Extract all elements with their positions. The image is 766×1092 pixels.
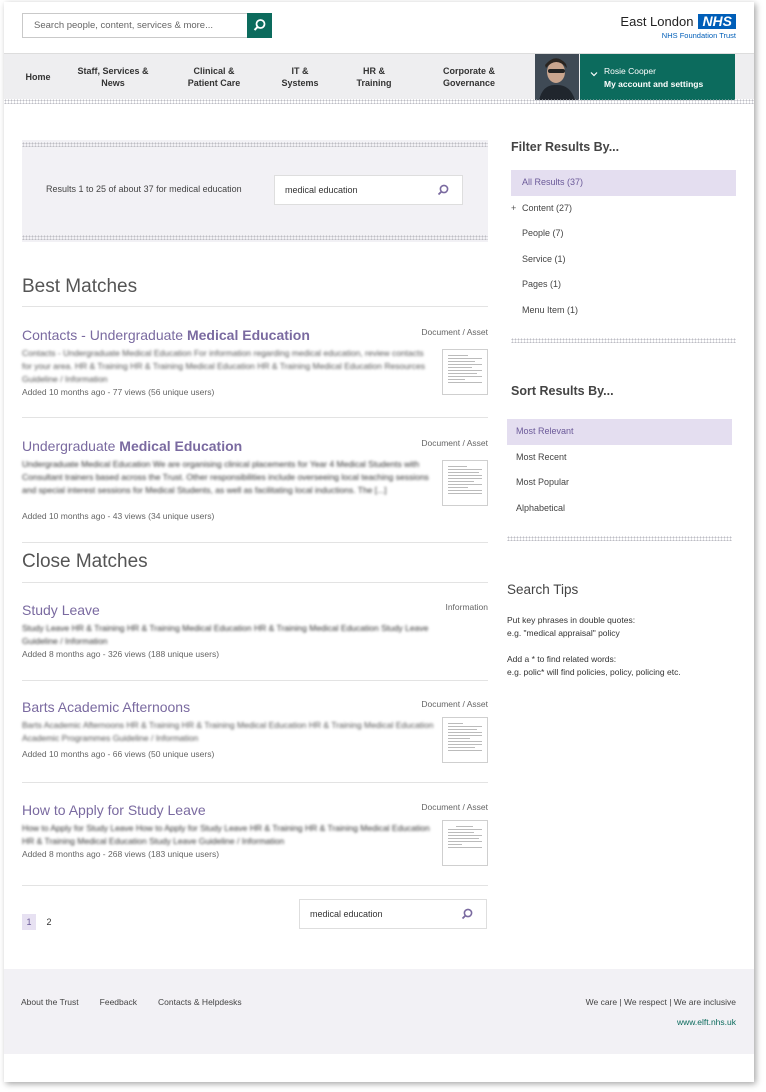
result-type: Document / Asset — [421, 327, 488, 337]
user-avatar[interactable] — [535, 54, 579, 100]
search-icon — [247, 13, 272, 38]
divider — [22, 680, 488, 681]
filter-heading: Filter Results By... — [511, 140, 620, 154]
tip-line: Put key phrases in double quotes: — [507, 615, 636, 625]
page-link[interactable]: 2 — [46, 917, 52, 927]
main-nav — [4, 53, 754, 99]
search-result — [22, 699, 488, 759]
filter-label: Content (27) — [522, 202, 573, 213]
result-meta: Added 10 months ago - 43 views (34 unique users) — [22, 511, 215, 521]
filter-item-content[interactable] — [511, 196, 736, 222]
trust-values: We care | We respect | We are inclusive — [585, 997, 736, 1007]
results-search — [274, 175, 463, 205]
nav-home[interactable] — [18, 54, 58, 100]
bottom-search — [299, 899, 487, 929]
nhs-badge: NHS — [698, 14, 736, 29]
filter-item-all[interactable]: All Results (37) — [511, 170, 736, 196]
result-snippet: Undergraduate Medical Education We are organising clinical placements for Year 4 Medical Students with Consultant trainers based across the Trust. Other responsibilities include overseeing local teaching sessions and special interest sessions for Medical Students, as well as facilitating local inductions. The [...] — [22, 459, 429, 495]
divider — [511, 338, 736, 343]
nav-label-line: IT & — [291, 66, 309, 76]
nav-label-line: Corporate & — [442, 66, 495, 76]
divider — [507, 536, 732, 541]
divider — [22, 542, 488, 543]
document-thumbnail[interactable] — [442, 717, 488, 763]
tip-line: e.g. polic* will find policies, policy, policing etc. — [507, 667, 681, 677]
nav-hr-training[interactable] — [340, 54, 408, 100]
nav-it-systems[interactable] — [268, 54, 332, 100]
close-matches-heading: Close Matches — [22, 551, 148, 572]
nav-label-line: News — [101, 78, 125, 88]
divider — [22, 782, 488, 783]
document-thumbnail[interactable] — [442, 349, 488, 395]
nav-home-label: Home — [25, 72, 51, 82]
global-search-input[interactable] — [23, 14, 245, 37]
results-search-input[interactable] — [275, 176, 435, 204]
result-title-link[interactable] — [22, 327, 488, 343]
nav-clinical-patient-care[interactable] — [174, 54, 254, 100]
result-title-link[interactable]: How to Apply for Study Leave — [22, 802, 206, 818]
sort-heading: Sort Results By... — [511, 384, 614, 398]
sort-alphabetical[interactable]: Alphabetical — [516, 502, 566, 513]
bottom-search-input[interactable] — [300, 900, 460, 928]
result-meta: Added 8 months ago - 326 views (188 unique users) — [22, 649, 220, 659]
account-menu[interactable] — [580, 54, 735, 100]
best-matches-heading: Best Matches — [22, 276, 138, 297]
elft-logo[interactable] — [620, 14, 736, 40]
pagination — [22, 914, 56, 930]
filter-item-menu[interactable]: Menu Item (1) — [522, 304, 579, 315]
result-snippet: Study Leave HR & Training HR & Training Medical Education HR & Training Medical Education Study Leave Guideline / Information — [22, 623, 429, 646]
result-snippet: Contacts - Undergraduate Medical Education For information regarding medical education, review contacts for your area. HR & Training HR & Training Medical Education HR & Training Medical Education Resources Guideline / Information — [22, 348, 425, 384]
avatar-image — [535, 54, 579, 100]
nav-label-line: Governance — [442, 78, 496, 88]
footer-link-contacts[interactable]: Contacts & Helpdesks — [158, 997, 242, 1007]
nav-label-line: Systems — [281, 78, 319, 88]
search-result — [22, 802, 488, 859]
document-thumbnail[interactable] — [442, 460, 488, 506]
page-current[interactable]: 1 — [22, 914, 36, 930]
result-meta: Added 10 months ago - 66 views (50 unique users) — [22, 749, 215, 759]
search-icon[interactable] — [436, 183, 450, 197]
result-title-link[interactable]: Study Leave — [22, 602, 100, 618]
nav-label-line: Patient Care — [187, 78, 241, 88]
result-meta: Added 10 months ago - 77 views (56 unique users) — [22, 387, 215, 397]
filter-item-service[interactable]: Service (1) — [522, 253, 566, 264]
divider — [22, 885, 488, 886]
title-text: Undergraduate — [22, 438, 120, 454]
website-link[interactable]: www.elft.nhs.uk — [676, 1017, 736, 1027]
search-tips — [507, 614, 737, 679]
result-snippet: Barts Academic Afternoons HR & Training HR & Training Medical Education HR & Training Medical Education Academic Programmes Guideline / Information — [22, 720, 434, 743]
logo-subtitle: NHS Foundation Trust — [661, 31, 736, 40]
sort-most-popular[interactable]: Most Popular — [516, 477, 570, 488]
intranet-page — [4, 2, 754, 1082]
search-result — [22, 602, 488, 659]
footer-link-about[interactable]: About the Trust — [21, 997, 79, 1007]
divider — [22, 582, 488, 583]
expand-plus-icon[interactable]: + — [511, 202, 517, 213]
document-thumbnail[interactable] — [442, 820, 488, 866]
account-user-name: Rosie Cooper — [604, 66, 656, 76]
tip-line: Add a * to find related words: — [507, 654, 617, 664]
divider — [22, 417, 488, 418]
filter-list — [511, 170, 736, 324]
result-type: Document / Asset — [421, 699, 488, 709]
filter-item-pages[interactable]: Pages (1) — [522, 279, 562, 290]
result-title-link[interactable]: Barts Academic Afternoons — [22, 699, 191, 715]
nav-label-line: Staff, Services & — [77, 66, 149, 76]
footer-link-feedback[interactable]: Feedback — [99, 997, 137, 1007]
result-type: Information — [445, 602, 488, 612]
search-tips-heading: Search Tips — [507, 582, 579, 597]
divider — [22, 235, 488, 240]
result-meta: Added 8 months ago - 268 views (183 unique users) — [22, 849, 220, 859]
global-search-button[interactable] — [247, 13, 272, 38]
search-icon[interactable] — [460, 907, 474, 921]
nav-corporate-governance[interactable] — [424, 54, 514, 100]
search-result — [22, 438, 488, 521]
top-bar — [4, 2, 754, 54]
divider — [4, 99, 754, 104]
title-text: Contacts - Undergraduate — [22, 327, 187, 343]
result-type: Document / Asset — [421, 802, 488, 812]
account-settings-label: My account and settings — [604, 79, 704, 89]
global-search — [22, 13, 272, 38]
nav-staff-services-news[interactable] — [70, 54, 156, 100]
result-title-link[interactable] — [22, 438, 488, 454]
nav-label-line: Clinical & — [193, 66, 235, 76]
sort-most-recent[interactable]: Most Recent — [516, 451, 567, 462]
results-count: Results 1 to 25 of about 37 for medical education — [46, 184, 242, 194]
title-match: Medical Education — [186, 327, 310, 343]
results-summary — [22, 140, 488, 242]
result-snippet: How to Apply for Study Leave How to Apply for Study Leave HR & Training HR & Training Medical Education HR & Training Medical Education Study Leave Guideline / Information — [22, 823, 430, 846]
nav-label-line: HR & — [362, 66, 385, 76]
divider — [22, 142, 488, 147]
tip-line: e.g. "medical appraisal" policy — [507, 628, 620, 638]
footer-links — [21, 997, 242, 1007]
filter-item-people[interactable]: People (7) — [522, 228, 564, 239]
chevron-down-icon — [590, 70, 598, 78]
logo-org-name: East London — [620, 14, 694, 29]
title-match: Medical Education — [119, 438, 243, 454]
divider — [22, 306, 488, 307]
sort-most-relevant[interactable]: Most Relevant — [507, 419, 732, 445]
result-type: Document / Asset — [421, 438, 488, 448]
footer — [4, 969, 754, 1054]
sort-list — [507, 419, 732, 521]
search-result — [22, 327, 488, 397]
nav-label-line: Training — [356, 78, 392, 88]
